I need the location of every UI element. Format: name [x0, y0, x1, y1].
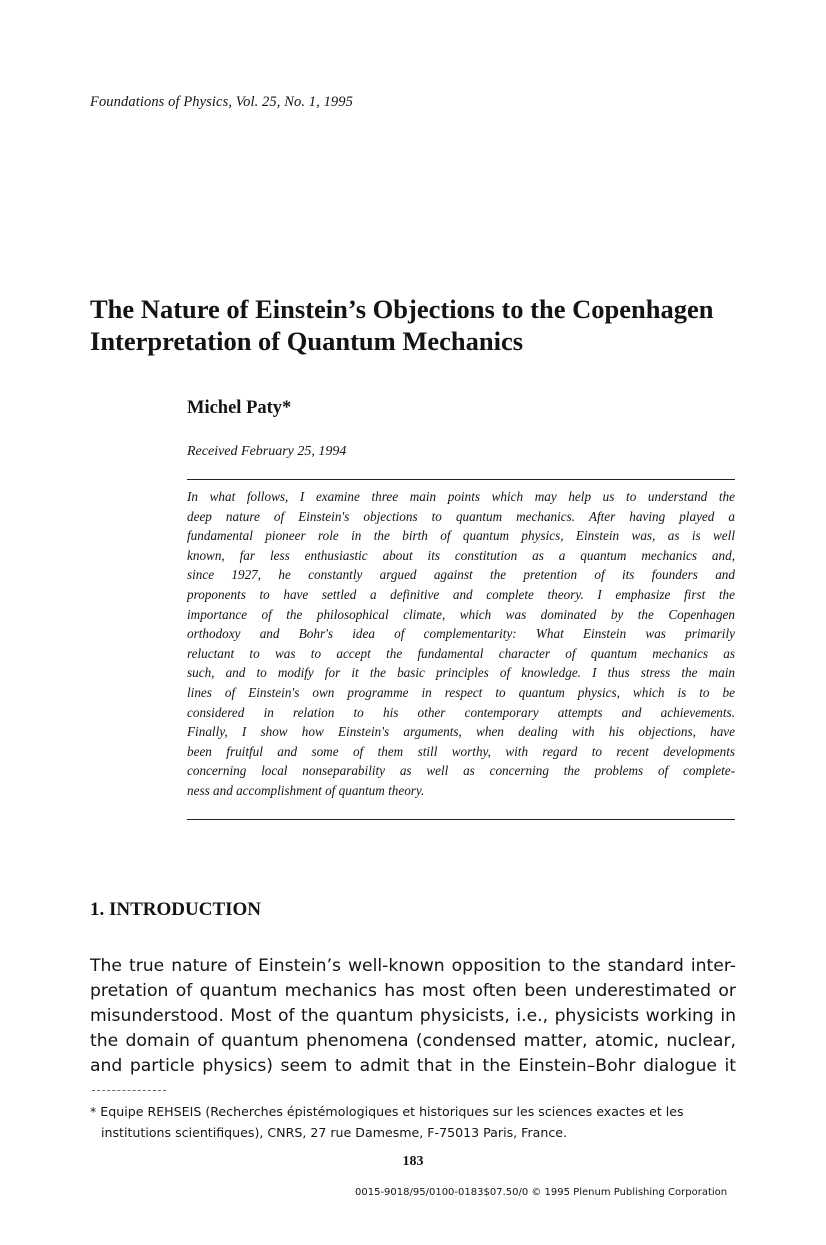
abstract-line: In what follows, I examine three main points which may help us to understand the: [187, 489, 735, 504]
abstract-line: orthodoxy and Bohr's idea of complementarity: What Einstein was primarily: [187, 626, 735, 642]
footnote: [90, 1101, 736, 1143]
abstract-bottom-rule: [187, 819, 735, 820]
abstract-line: ness and accomplishment of quantum theory.: [187, 782, 425, 798]
body-line: The true nature of Einstein’s well-known opposition to the standard inter-: [90, 956, 736, 976]
abstract-line: proponents to have settled a definitive and complete theory. I emphasize first the: [187, 586, 735, 602]
title-line: The Nature of Einstein’s Objections to the Copenhagen: [90, 294, 714, 324]
copyright-line: 0015-9018/95/0100-0183$07.50/0 © 1995 Plenum Publishing Corporation: [355, 1187, 728, 1198]
journal-citation: Foundations of Physics, Vol. 25, No. 1, 1995: [90, 94, 353, 110]
body-line: misunderstood. Most of the quantum physicists, i.e., physicists working in: [90, 1006, 736, 1026]
received-date: Received February 25, 1994: [187, 444, 347, 459]
footnote-rule: [92, 1090, 166, 1091]
body-line: and particle physics) seem to admit that in the Einstein–Bohr dialogue it: [90, 1056, 736, 1076]
abstract-line: known, far less enthusiastic about its constitution as a quantum mechanics and,: [187, 547, 735, 563]
abstract-line: such, and to modify for it the basic principles of knowledge. I thus stress the main: [187, 665, 735, 681]
abstract-line: since 1927, he constantly argued against the pretention of its founders and: [187, 567, 735, 583]
footnote-line: * Equipe REHSEIS (Recherches épistémologiques et historiques sur les sciences exactes et les: [90, 1104, 684, 1119]
abstract-line: importance of the philosophical climate, which was dominated by the Copenhagen: [187, 606, 735, 622]
abstract-line: concerning local nonseparability as well as concerning the problems of complete-: [187, 763, 735, 779]
body-text: [90, 954, 736, 1079]
footnote-line: institutions scientifiques), CNRS, 27 rue Damesme, F-75013 Paris, France.: [101, 1125, 568, 1140]
abstract-line: fundamental pioneer role in the birth of quantum physics, Einstein was, as is well: [187, 528, 735, 544]
abstract: [187, 487, 735, 801]
abstract-top-rule: [187, 479, 735, 480]
body-line: pretation of quantum mechanics has most often been underestimated or: [90, 981, 736, 1001]
body-line: the domain of quantum phenomena (condensed matter, atomic, nuclear,: [90, 1031, 736, 1051]
abstract-line: Finally, I show how Einstein's arguments, when dealing with his objections, have: [187, 724, 735, 740]
abstract-line: considered in relation to his other contemporary attempts and achievements.: [187, 704, 735, 720]
paper-title: [90, 293, 770, 357]
abstract-line: deep nature of Einstein's objections to quantum mechanics. After having played a: [187, 508, 735, 524]
author-name: Michel Paty*: [187, 398, 292, 418]
abstract-line: been fruitful and some of them still worthy, with regard to recent developments: [187, 743, 735, 759]
section-heading: 1. INTRODUCTION: [90, 899, 262, 920]
abstract-line: reluctant to was to accept the fundamental character of quantum mechanics as: [187, 645, 735, 661]
title-line: Interpretation of Quantum Mechanics: [90, 326, 524, 356]
page-number: 183: [402, 1154, 424, 1169]
abstract-line: lines of Einstein's own programme in respect to quantum physics, which is to be: [187, 684, 735, 700]
